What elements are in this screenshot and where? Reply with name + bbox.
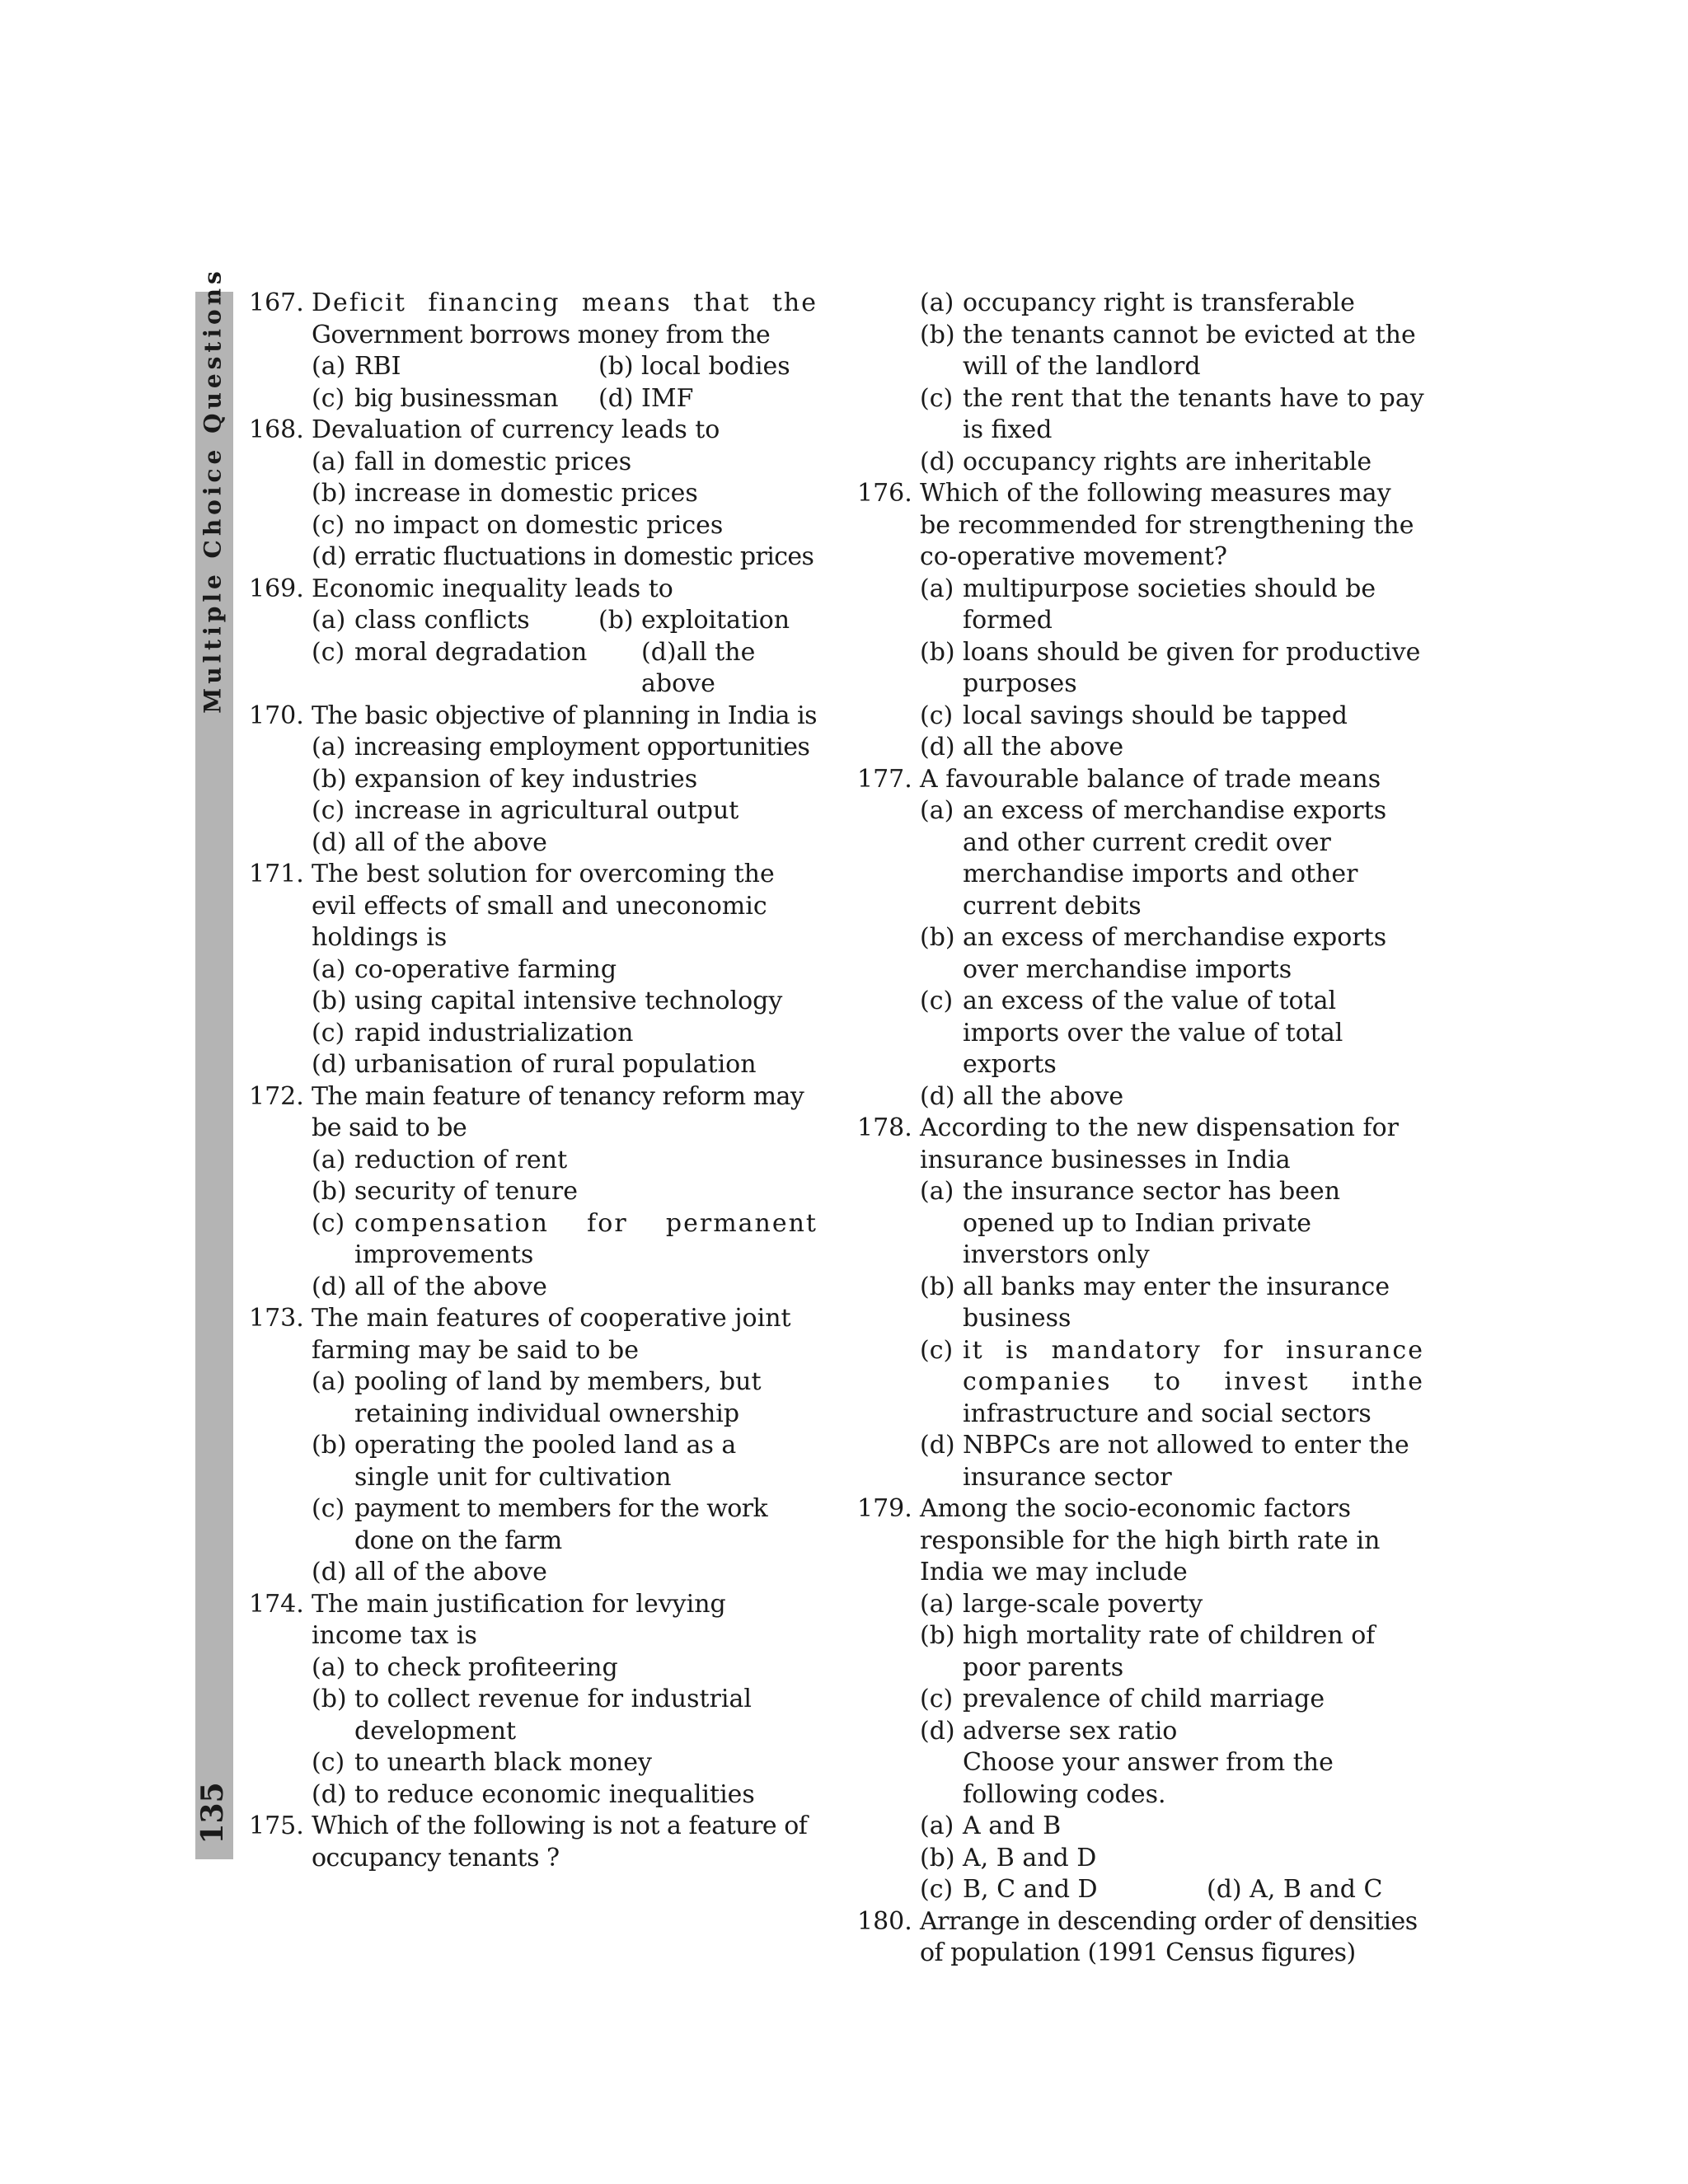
- question-173: [249, 1303, 818, 1589]
- question-178: [857, 1113, 1424, 1493]
- option-label: (d): [920, 1716, 955, 1746]
- question-number: 171.: [249, 860, 304, 888]
- option-a: RBI: [354, 352, 401, 381]
- option-a: large-scale poverty: [963, 1589, 1203, 1619]
- option-label: (d): [598, 383, 634, 413]
- option-a: to check profiteering: [354, 1652, 618, 1682]
- question-text: The basic objective of planning in India is: [312, 701, 818, 730]
- option-label: (b): [920, 1621, 955, 1650]
- code-a: A and B: [963, 1811, 1062, 1840]
- option-c-cont: improvements: [354, 1240, 534, 1269]
- option-label: (d): [1207, 1875, 1242, 1904]
- option-label: (c): [920, 1335, 954, 1365]
- question-174: [249, 1589, 818, 1811]
- option-c: payment to members for the work done on the farm: [354, 1494, 768, 1555]
- option-d: to reduce economic inequalities: [354, 1779, 755, 1809]
- option-b: an excess of merchandise exports over merchandise imports: [963, 923, 1387, 984]
- option-b: expansion of key industries: [354, 764, 698, 794]
- option-c: to unearth black money: [354, 1748, 652, 1777]
- question-text: Which of the following is not a feature of occupancy tenants ?: [312, 1811, 808, 1872]
- question-170: [249, 701, 818, 860]
- question-168: [249, 415, 818, 574]
- option-label: (d): [312, 1558, 347, 1586]
- option-label: (b): [312, 764, 347, 794]
- option-b: increase in domestic prices: [354, 479, 698, 508]
- option-label: (a): [312, 352, 346, 381]
- question-text: A favourable balance of trade means: [920, 764, 1381, 794]
- option-a: reduction of rent: [354, 1145, 568, 1174]
- question-text: The main features of cooperative joint farming may be said to be: [312, 1304, 791, 1365]
- option-label: (a): [920, 1177, 954, 1206]
- question-180: [857, 1906, 1424, 1970]
- option-label: (a): [920, 1811, 954, 1840]
- question-text: Government borrows money from the: [312, 320, 771, 349]
- option-a: co-operative farming: [354, 954, 617, 984]
- option-b: loans should be given for productive purposes: [963, 637, 1421, 698]
- option-label: (c): [920, 701, 954, 730]
- question-number: 168.: [249, 415, 304, 444]
- question-177: [857, 764, 1424, 1113]
- option-b: operating the pooled land as a single unit for cultivation: [354, 1431, 737, 1492]
- option-label: (b): [920, 320, 955, 349]
- option-c: increase in agricultural output: [354, 796, 739, 825]
- question-number: 179.: [857, 1494, 912, 1523]
- option-d: adverse sex ratio: [963, 1716, 1178, 1746]
- option-d: erratic fluctuations in domestic prices: [354, 542, 814, 571]
- option-c: compensation for permanent: [354, 1208, 818, 1238]
- option-label: (d): [312, 1779, 347, 1809]
- option-label: (a): [920, 288, 954, 317]
- question-167: [249, 288, 818, 415]
- option-c-cont: infrastructure and social sectors: [963, 1399, 1372, 1428]
- question-number: 173.: [249, 1304, 304, 1333]
- option-a: an excess of merchandise exports and other current credit over merchandise imports and other current debits: [963, 796, 1387, 921]
- option-label: (a): [312, 1367, 346, 1396]
- code-d: A, B and C: [1250, 1875, 1383, 1904]
- question-text: Deficit financing means that the: [312, 288, 818, 317]
- option-c-cont: companies to invest inthe: [963, 1367, 1424, 1396]
- question-number: 180.: [857, 1906, 912, 1936]
- option-a: class conflicts: [354, 606, 530, 635]
- option-label: (a): [312, 1145, 346, 1174]
- option-c: no impact on domestic prices: [354, 510, 724, 540]
- option-label: (d): [312, 542, 347, 571]
- option-d: all the above: [641, 637, 756, 698]
- option-label: (c): [312, 1018, 345, 1047]
- option-label: (d): [641, 637, 677, 667]
- option-b: the tenants cannot be evicted at the will of the landlord: [963, 320, 1416, 381]
- option-a: occupancy right is transferable: [963, 288, 1355, 317]
- option-d: all the above: [963, 1081, 1124, 1111]
- option-a: fall in domestic prices: [354, 447, 632, 476]
- option-b: high mortality rate of children of poor parents: [963, 1621, 1376, 1682]
- option-label: (c): [312, 637, 345, 667]
- option-row: [312, 383, 818, 415]
- option-label: (b): [920, 1272, 955, 1301]
- option-label: (b): [312, 1685, 347, 1713]
- option-c: prevalence of child marriage: [963, 1685, 1325, 1713]
- question-179: [857, 1493, 1424, 1906]
- option-row: [920, 1874, 1424, 1906]
- option-label: (b): [920, 1843, 955, 1872]
- option-row: [312, 605, 818, 637]
- question-number: 176.: [857, 479, 912, 508]
- option-d: all the above: [963, 733, 1124, 762]
- option-label: (c): [312, 1494, 345, 1523]
- left-column: [249, 288, 818, 1874]
- option-label: (c): [920, 383, 954, 413]
- option-label: (c): [312, 1748, 345, 1777]
- option-label: (c): [920, 1875, 954, 1904]
- option-label: (c): [920, 1685, 954, 1713]
- option-a: the insurance sector has been opened up to Indian private inverstors only: [963, 1177, 1341, 1269]
- option-b: local bodies: [641, 352, 790, 381]
- option-c: it is mandatory for insurance: [963, 1335, 1424, 1365]
- question-text: According to the new dispensation for insurance businesses in India: [920, 1113, 1399, 1174]
- option-label: (b): [312, 1431, 347, 1460]
- question-text: Arrange in descending order of densities of population (1991 Census figures): [920, 1906, 1418, 1967]
- option-d: occupancy rights are inheritable: [963, 447, 1372, 476]
- option-label: (d): [312, 1272, 347, 1301]
- question-text: The main feature of tenancy reform may be said to be: [312, 1081, 804, 1142]
- question-text: The best solution for overcoming the evil effects of small and uneconomic holdings is: [312, 860, 775, 952]
- code-b: A, B and D: [963, 1843, 1097, 1872]
- question-text: Which of the following measures may be recommended for strengthening the co-operative movement?: [920, 479, 1414, 571]
- option-label: (c): [920, 987, 954, 1015]
- option-label: (d): [312, 1050, 347, 1079]
- option-c: moral degradation: [354, 637, 588, 667]
- option-row: [312, 351, 818, 383]
- option-c: the rent that the tenants have to pay is fixed: [963, 383, 1424, 444]
- option-label: (a): [312, 1652, 346, 1682]
- answer-codes-note: Choose your answer from the following codes.: [963, 1748, 1334, 1809]
- option-label: (d): [312, 827, 347, 857]
- option-label: (d): [920, 1431, 955, 1460]
- question-172: [249, 1081, 818, 1304]
- question-text: Devaluation of currency leads to: [312, 415, 720, 444]
- option-d: IMF: [641, 383, 694, 413]
- right-column: [857, 288, 1424, 1970]
- question-text: Economic inequality leads to: [312, 574, 673, 603]
- question-175-options: [857, 288, 1424, 478]
- option-label: (b): [598, 606, 634, 635]
- option-c: big businessman: [354, 383, 559, 413]
- option-label: (b): [598, 352, 634, 381]
- option-label: (a): [312, 447, 346, 476]
- side-title: Multiple Choice Questions: [199, 267, 227, 714]
- question-number: 167.: [249, 288, 304, 317]
- option-d: all of the above: [354, 1558, 547, 1586]
- option-label: (a): [920, 574, 954, 603]
- option-a: increasing employment opportunities: [354, 733, 810, 762]
- option-label: (a): [920, 1589, 954, 1619]
- page-number: 135: [195, 1782, 230, 1844]
- option-a: pooling of land by members, but retaining individual ownership: [354, 1367, 762, 1428]
- option-label: (b): [312, 1177, 347, 1206]
- option-d: urbanisation of rural population: [354, 1050, 757, 1079]
- question-169: [249, 574, 818, 701]
- code-c: B, C and D: [963, 1875, 1098, 1904]
- question-number: 175.: [249, 1811, 304, 1840]
- option-label: (c): [312, 1208, 345, 1238]
- option-label: (d): [920, 733, 955, 762]
- question-number: 174.: [249, 1589, 304, 1619]
- question-number: 177.: [857, 764, 912, 794]
- option-c: rapid industrialization: [354, 1018, 634, 1047]
- option-label: (a): [312, 606, 346, 635]
- option-c: local savings should be tapped: [963, 701, 1348, 730]
- option-label: (b): [920, 923, 955, 952]
- option-a: multipurpose societies should be formed: [963, 574, 1376, 635]
- question-number: 170.: [249, 701, 304, 730]
- question-176: [857, 478, 1424, 764]
- option-label: (d): [920, 447, 955, 476]
- option-label: (b): [312, 987, 347, 1015]
- option-b: all banks may enter the insurance business: [963, 1272, 1390, 1333]
- option-c: an excess of the value of total imports over the value of total exports: [963, 987, 1343, 1079]
- option-d: NBPCs are not allowed to enter the insurance sector: [963, 1431, 1409, 1492]
- option-b: to collect revenue for industrial development: [354, 1685, 752, 1746]
- option-label: (b): [920, 637, 955, 667]
- option-row: [312, 637, 818, 701]
- option-label: (a): [312, 733, 346, 762]
- option-label: (c): [312, 383, 345, 413]
- option-b: using capital intensive technology: [354, 987, 783, 1015]
- question-number: 172.: [249, 1081, 304, 1111]
- option-label: (a): [920, 796, 954, 825]
- question-175: [249, 1811, 818, 1874]
- option-label: (a): [312, 954, 346, 984]
- option-d: all of the above: [354, 827, 547, 857]
- option-label: (c): [312, 510, 345, 540]
- option-label: (b): [312, 479, 347, 508]
- question-text: The main justification for levying income tax is: [312, 1589, 726, 1650]
- option-b: exploitation: [641, 606, 790, 635]
- question-171: [249, 859, 818, 1081]
- question-number: 178.: [857, 1113, 912, 1142]
- option-b: security of tenure: [354, 1177, 578, 1206]
- question-number: 169.: [249, 574, 304, 603]
- option-label: (c): [312, 796, 345, 825]
- option-d: all of the above: [354, 1272, 547, 1301]
- question-text: Among the socio-economic factors responsible for the high birth rate in India we may include: [920, 1494, 1381, 1586]
- option-label: (d): [920, 1081, 955, 1111]
